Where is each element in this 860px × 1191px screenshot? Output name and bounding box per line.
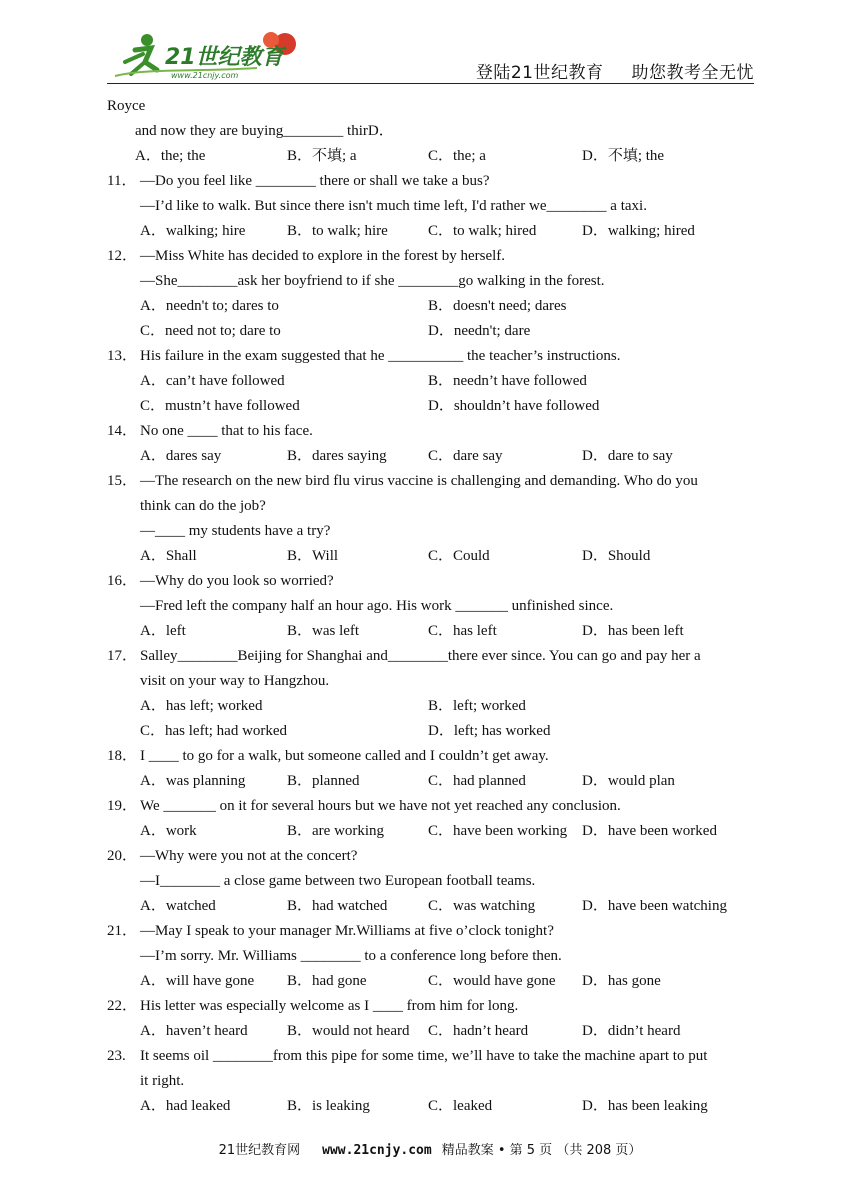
question-number: 19． [107, 798, 138, 814]
question-stem-continued [107, 594, 757, 619]
option-a[interactable]: A．had leaked [140, 1098, 231, 1114]
footer-site-name: 21世纪教育网 [218, 1143, 301, 1158]
options-row [107, 219, 757, 244]
options-row [107, 1094, 757, 1119]
option-c[interactable]: C．has left; had worked [140, 723, 288, 739]
header-divider [107, 83, 754, 84]
option-c[interactable]: C．need not to; dare to [140, 323, 281, 339]
question-item [107, 919, 757, 994]
option-a[interactable]: A．can’t have followed [140, 373, 285, 389]
question-content [107, 94, 757, 1119]
options-row [107, 369, 757, 394]
question-item [107, 794, 757, 844]
intro-line-1: Royce [107, 98, 146, 114]
question-stem-continued [107, 669, 757, 694]
option-a[interactable]: A．watched [140, 898, 216, 914]
question-stem [107, 744, 757, 769]
options-row [107, 769, 757, 794]
question-text: His letter was especially welcome as I ____ from him for long. [140, 998, 519, 1014]
question-text: It seems oil ________from this pipe for some time, we’ll have to take the machine apart to put [140, 1048, 708, 1064]
question-text: —Why do you look so worried? [140, 573, 334, 589]
question-number: 15． [107, 473, 138, 489]
question-stem [107, 919, 757, 944]
question-text: No one ____ that to his face. [140, 423, 313, 439]
question-stem-continued [107, 194, 757, 219]
question-text: We _______ on it for several hours but we have not yet reached any conclusion. [140, 798, 621, 814]
option-c[interactable]: C．dare say [428, 448, 503, 464]
question-stem [107, 569, 757, 594]
option-d[interactable]: D．shouldn’t have followed [428, 398, 600, 414]
page-header [107, 28, 754, 84]
option-a[interactable]: A．will have gone [140, 973, 255, 989]
option-b[interactable]: B．was left [287, 623, 360, 639]
option-c[interactable]: C．was watching [428, 898, 536, 914]
question-item [107, 419, 757, 469]
question-stem [107, 344, 757, 369]
question-stem-continued [107, 519, 757, 544]
option-b[interactable]: B．planned [287, 773, 360, 789]
question-item [107, 469, 757, 569]
options-row [107, 969, 757, 994]
footer-url[interactable]: www.21cnjy.com [322, 1143, 432, 1158]
question-text: —Do you feel like ________ there or shall we take a bus? [140, 173, 490, 189]
option-a[interactable]: A．has left; worked [140, 698, 263, 714]
option-a[interactable]: A．Shall [140, 548, 197, 564]
question-number: 11． [107, 173, 137, 189]
question-text: —I’d like to walk. But since there isn't much time left, I'd rather we________ a taxi. [140, 198, 647, 214]
question-number: 22． [107, 998, 138, 1014]
option-d[interactable]: D．have been watching [582, 898, 727, 914]
intro-line-2: and now they are buying________ thirD． [135, 123, 394, 139]
question-stem-continued [107, 494, 757, 519]
option-d[interactable]: D．dare to say [582, 448, 673, 464]
options-row [107, 319, 757, 344]
question-stem [107, 169, 757, 194]
option-a[interactable]: A．walking; hire [140, 223, 246, 239]
question-number: 16． [107, 573, 138, 589]
question-text: Salley________Beijing for Shanghai and________there ever since. You can go and pay her a [140, 648, 701, 664]
question-item [107, 244, 757, 344]
logo-url: www.21cnjy.com [171, 71, 239, 80]
question-stem [107, 1044, 757, 1069]
question-stem-continued [107, 1069, 757, 1094]
option-d[interactable]: D．Should [582, 548, 651, 564]
options-row [107, 444, 757, 469]
footer-page-info: 精品教案 • 第 5 页 （共 208 页） [441, 1143, 642, 1158]
question-stem [107, 469, 757, 494]
option-b[interactable]: B．would not heard [287, 1023, 410, 1039]
question-stem [107, 644, 757, 669]
question-number: 12． [107, 248, 138, 264]
option-a[interactable]: A．was planning [140, 773, 246, 789]
options-row [107, 294, 757, 319]
option-d[interactable]: D．has been leaking [582, 1098, 708, 1114]
option-d[interactable]: D．would plan [582, 773, 675, 789]
question-number: 17． [107, 648, 138, 664]
option-c[interactable]: C．the; a [428, 148, 486, 164]
question-item [107, 744, 757, 794]
option-c[interactable]: C．would have gone [428, 973, 556, 989]
question-stem-continued [107, 269, 757, 294]
option-a[interactable]: A．left [140, 623, 186, 639]
page-footer [0, 1139, 860, 1158]
question-text: —Why were you not at the concert? [140, 848, 358, 864]
question-item [107, 569, 757, 644]
question-item [107, 344, 757, 419]
option-c[interactable]: C．hadn’t heard [428, 1023, 529, 1039]
question-item [107, 644, 757, 744]
question-number: 13． [107, 348, 138, 364]
options-row [107, 1019, 757, 1044]
options-row [107, 894, 757, 919]
option-b[interactable]: B．had watched [287, 898, 388, 914]
question-text: —She________ask her boyfriend to if she ________go walking in the forest. [140, 273, 605, 289]
logo-graphic [107, 28, 307, 82]
slogan-login[interactable]: 登陆21世纪教育 [475, 63, 604, 83]
option-c[interactable]: C．has left [428, 623, 497, 639]
question-stem [107, 794, 757, 819]
option-b[interactable]: B．doesn't need; dares [428, 298, 567, 314]
option-c[interactable]: C．Could [428, 548, 490, 564]
option-b[interactable]: B．Will [287, 548, 339, 564]
header-slogan [476, 58, 754, 83]
question-list [107, 169, 757, 1119]
option-b[interactable]: B．to walk; hire [287, 223, 388, 239]
question-stem [107, 244, 757, 269]
option-c[interactable]: C．had planned [428, 773, 526, 789]
question-text: —The research on the new bird flu virus vaccine is challenging and demanding. Who do you [140, 473, 698, 489]
options-row [107, 719, 757, 744]
option-a[interactable]: A．the; the [135, 148, 206, 164]
option-d[interactable]: D．has gone [582, 973, 661, 989]
options-row [107, 544, 757, 569]
option-a[interactable]: A．dares say [140, 448, 222, 464]
question-text: —May I speak to your manager Mr.Williams at five o’clock tonight? [140, 923, 554, 939]
option-d[interactable]: D．walking; hired [582, 223, 695, 239]
slogan-tagline: 助您教考全无忧 [631, 63, 754, 83]
option-d[interactable]: D．didn’t heard [582, 1023, 681, 1039]
question-text: visit on your way to Hangzhou. [140, 673, 330, 689]
option-b[interactable]: B．needn’t have followed [428, 373, 587, 389]
option-d[interactable]: D．needn't; dare [428, 323, 531, 339]
option-d[interactable]: D．has been left [582, 623, 684, 639]
question-text: think can do the job? [140, 498, 266, 514]
option-b[interactable]: B．are working [287, 823, 385, 839]
question-stem [107, 419, 757, 444]
options-row [107, 619, 757, 644]
logo-text: 21世纪教育 [165, 45, 284, 70]
site-logo[interactable] [107, 28, 307, 82]
question-text: —Miss White has decided to explore in the forest by herself. [140, 248, 506, 264]
question-number: 14． [107, 423, 138, 439]
question-text: His failure in the exam suggested that he __________ the teacher’s instructions. [140, 348, 621, 364]
option-a[interactable]: A．work [140, 823, 197, 839]
option-b[interactable]: B．dares saying [287, 448, 387, 464]
question-stem [107, 844, 757, 869]
question-item [107, 1044, 757, 1119]
question-text: —I________ a close game between two European football teams. [140, 873, 536, 889]
question-item [107, 994, 757, 1044]
question-number: 23. [107, 1048, 126, 1064]
question-text: I ____ to go for a walk, but someone called and I couldn’t get away. [140, 748, 549, 764]
question-text: —____ my students have a try? [140, 523, 331, 539]
option-b[interactable]: B．had gone [287, 973, 367, 989]
question-text: it right. [140, 1073, 185, 1089]
question-number: 21． [107, 923, 138, 939]
question-text: —Fred left the company half an hour ago. His work _______ unfinished since. [140, 598, 614, 614]
option-c[interactable]: C．have been working [428, 823, 568, 839]
question-stem [107, 994, 757, 1019]
question-item [107, 844, 757, 919]
option-c[interactable]: C．to walk; hired [428, 223, 537, 239]
options-row [107, 694, 757, 719]
option-c[interactable]: C．leaked [428, 1098, 493, 1114]
options-row [107, 394, 757, 419]
option-b[interactable]: B．left; worked [428, 698, 526, 714]
question-stem-continued [107, 869, 757, 894]
option-d[interactable]: D．left; has worked [428, 723, 551, 739]
question-item [107, 169, 757, 244]
option-c[interactable]: C．mustn’t have followed [140, 398, 300, 414]
intro-options [107, 144, 757, 169]
option-d[interactable]: D．不填; the [582, 148, 665, 164]
option-a[interactable]: A．haven’t heard [140, 1023, 248, 1039]
question-text: —I’m sorry. Mr. Williams ________ to a conference long before then. [140, 948, 562, 964]
options-row [107, 819, 757, 844]
option-b[interactable]: B．不填; a [287, 148, 357, 164]
question-number: 20． [107, 848, 138, 864]
option-d[interactable]: D．have been worked [582, 823, 717, 839]
option-a[interactable]: A．needn't to; dares to [140, 298, 279, 314]
option-b[interactable]: B．is leaking [287, 1098, 370, 1114]
question-stem-continued [107, 944, 757, 969]
question-number: 18． [107, 748, 138, 764]
